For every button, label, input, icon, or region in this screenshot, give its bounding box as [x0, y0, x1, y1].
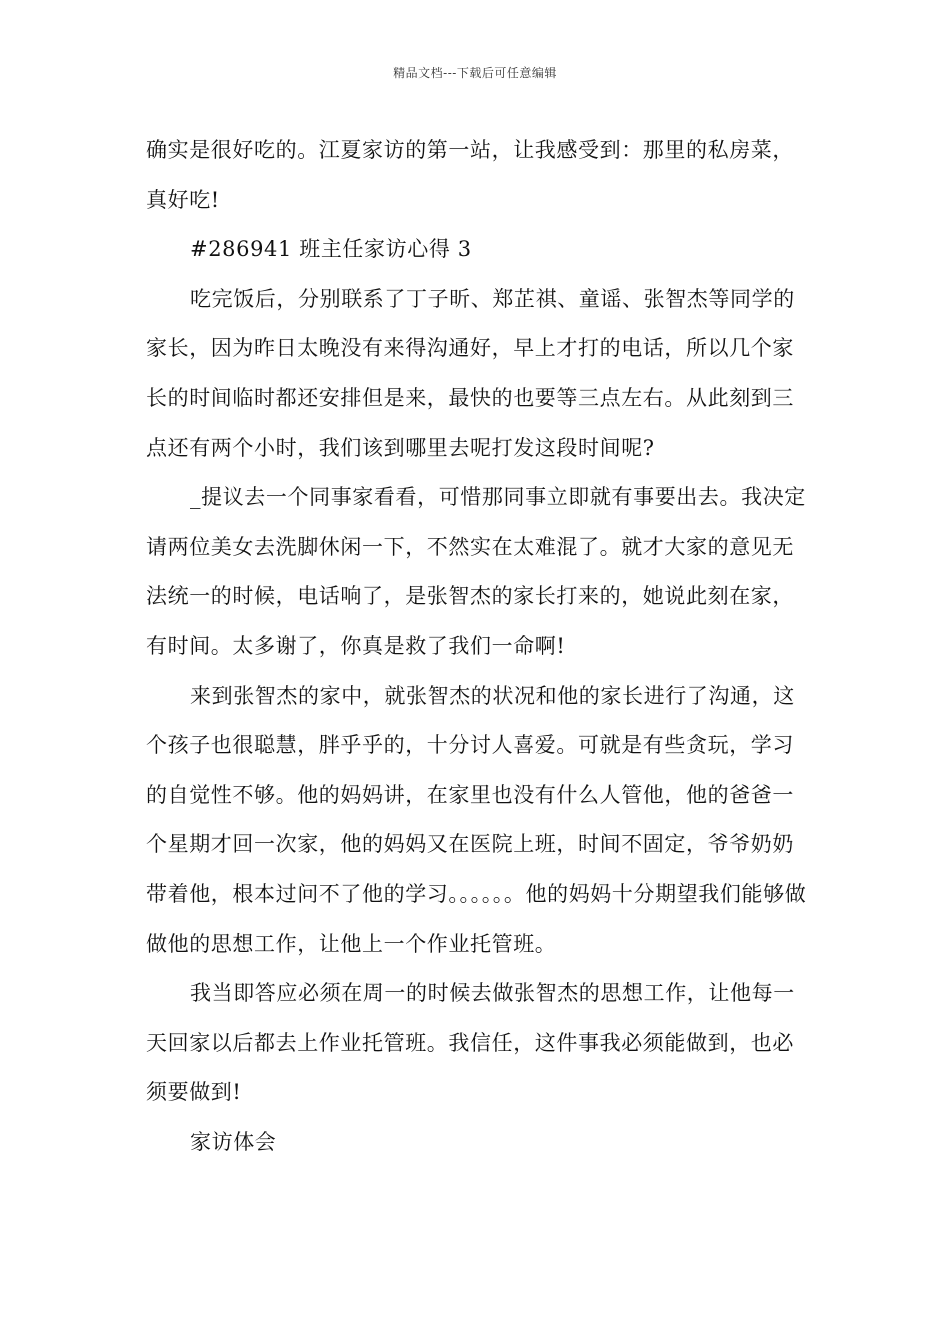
document-body: [146, 126, 810, 1167]
paragraph: 我当即答应必须在周一的时候去做张智杰的思想工作，让他每一天回家以后都去上作业托管班。我信任，这件事我必须能做到，也必须要做到!: [146, 981, 795, 1105]
paragraph: 吃完饭后，分别联系了丁子昕、郑芷祺、童谣、张智杰等同学的家长，因为昨日太晚没有来得沟通好，早上才打的电话，所以几个家长的时间临时都还安排但是来，最快的也要等三点左右。从此刻到三点还有两个小时，我们该到哪里去呢打发这段时间呢?: [146, 286, 795, 460]
section-heading: 家访体会: [190, 1129, 277, 1154]
paragraph: _提议去一个同事家看看，可惜那同事立即就有事要出去。我决定请两位美女去洗脚休闲一下，不然实在太难混了。就才大家的意见无法统一的时候，电话响了，是张智杰的家长打来的，她说此刻在家，有时间。太多谢了，你真是救了我们一命啊!: [146, 485, 806, 658]
paragraph: 确实是很好吃的。江夏家访的第一站，让我感受到：那里的私房菜，真好吃!: [146, 138, 794, 212]
page-header: 精品文档---下载后可任意编辑: [393, 66, 557, 80]
paragraph: 来到张智杰的家中，就张智杰的状况和他的家长进行了沟通，这个孩子也很聪慧，胖乎乎的，十分讨人喜爱。可就是有些贪玩，学习的自觉性不够。他的妈妈讲，在家里也没有什么人管他，他的爸爸一个星期才回一次家，他的妈妈又在医院上班，时间不固定，爷爷奶奶带着他，根本过问不了他的学习。。。。。。他的妈妈十分期望我们能够做做他的思想工作，让他上一个作业托管班。: [146, 683, 807, 956]
section-heading: #286941 班主任家访心得 3: [190, 237, 472, 262]
